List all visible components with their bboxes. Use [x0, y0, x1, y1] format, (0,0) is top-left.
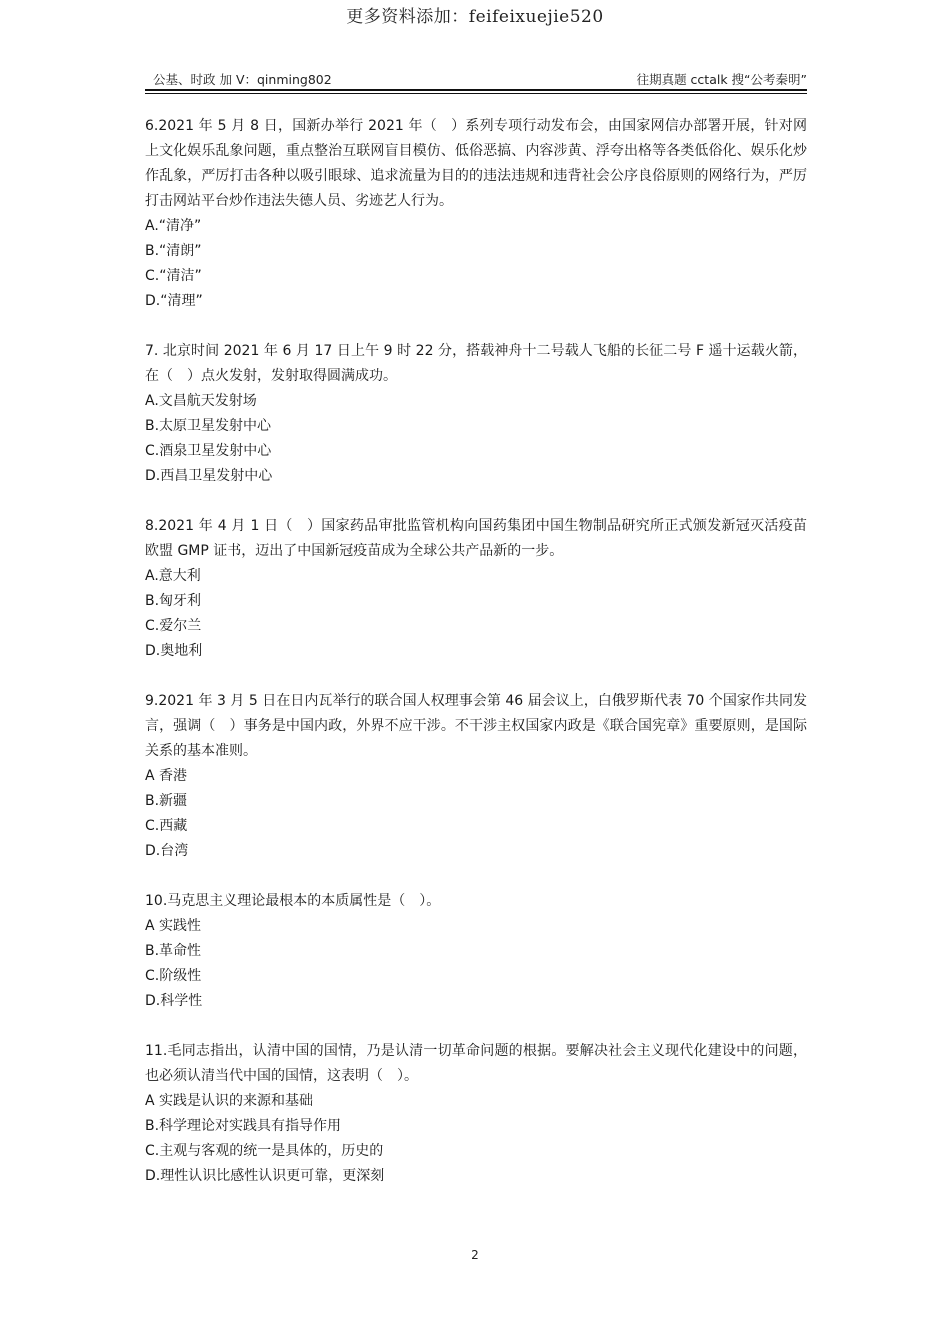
option-c: C.主观与客观的统一是具体的，历史的: [145, 1143, 384, 1159]
question-9: [145, 689, 807, 864]
option-a: A.“清净”: [145, 218, 202, 234]
option-b: B.匈牙利: [145, 593, 202, 609]
question-7: [145, 339, 807, 489]
question-11: [145, 1039, 807, 1189]
question-stem: 7. 北京时间 2021 年 6 月 17 日上午 9 时 22 分，搭载神舟十二号载人飞船的长征二号 F 遥十运载火箭，在（ ）点火发射，发射取得圆满成功。: [145, 343, 807, 384]
option-a: A.意大利: [145, 568, 201, 584]
option-d: D.“清理”: [145, 293, 203, 309]
option-c: C.酒泉卫星发射中心: [145, 443, 272, 459]
watermark: 更多资料添加：feifeixuejie520: [346, 7, 604, 27]
question-8: [145, 514, 807, 664]
header-divider-thin: [145, 93, 807, 94]
page-header: [145, 70, 807, 88]
page-number: 2: [471, 1248, 479, 1262]
option-d: D.理性认识比感性认识更可靠，更深刻: [145, 1168, 385, 1184]
question-6: [145, 114, 807, 314]
question-list: [145, 114, 807, 1214]
option-d: D.西昌卫星发射中心: [145, 468, 273, 484]
option-a: A.文昌航天发射场: [145, 393, 257, 409]
option-b: B.新疆: [145, 793, 188, 809]
option-a: A 实践是认识的来源和基础: [145, 1093, 314, 1109]
option-a: A 香港: [145, 768, 188, 784]
option-d: D.台湾: [145, 843, 189, 859]
option-c: C.阶级性: [145, 968, 202, 984]
option-b: B.“清朗”: [145, 243, 202, 259]
header-left-text: 公基、时政 加 V：qinming802: [153, 72, 332, 87]
option-c: C.爱尔兰: [145, 618, 202, 634]
option-b: B.革命性: [145, 943, 202, 959]
option-c: C.“清洁”: [145, 268, 202, 284]
option-c: C.西藏: [145, 818, 188, 834]
option-d: D.科学性: [145, 993, 203, 1009]
option-b: B.太原卫星发射中心: [145, 418, 272, 434]
option-b: B.科学理论对实践具有指导作用: [145, 1118, 342, 1134]
question-stem: 6.2021 年 5 月 8 日，国新办举行 2021 年（ ）系列专项行动发布会，由国家网信办部署开展，针对网上文化娱乐乱象问题，重点整治互联网盲目模仿、低俗恶搞、内容涉黄、浮夸出格等各类低俗化、娱乐化炒作乱象，严厉打击各种以吸引眼球、追求流量为目的的违法违规和违背社会公序良俗原则的网络行为，严厉打击网站平台炒作违法失德人员、劣迹艺人行为。: [145, 118, 807, 209]
option-a: A 实践性: [145, 918, 202, 934]
header-divider: [145, 89, 807, 91]
question-stem: 10.马克思主义理论最根本的本质属性是（ ）。: [145, 893, 441, 909]
question-stem: 11.毛同志指出，认清中国的国情，乃是认清一切革命问题的根据。要解决社会主义现代化建设中的问题，也必须认清当代中国的国情，这表明（ ）。: [145, 1043, 807, 1084]
option-d: D.奥地利: [145, 643, 203, 659]
question-stem: 8.2021 年 4 月 1 日（ ）国家药品审批监管机构向国药集团中国生物制品研究所正式颁发新冠灭活疫苗欧盟 GMP 证书，迈出了中国新冠疫苗成为全球公共产品新的一步。: [145, 518, 807, 559]
header-right-text: 往期真题 cctalk 搜“公考秦明”: [636, 72, 807, 87]
question-10: [145, 889, 807, 1014]
question-stem: 9.2021 年 3 月 5 日在日内瓦举行的联合国人权理事会第 46 届会议上，白俄罗斯代表 70 个国家作共同发言，强调（ ）事务是中国内政，外界不应干涉。不干涉主权国家内政是《联合国宪章》重要原则，是国际关系的基本准则。: [145, 693, 807, 759]
